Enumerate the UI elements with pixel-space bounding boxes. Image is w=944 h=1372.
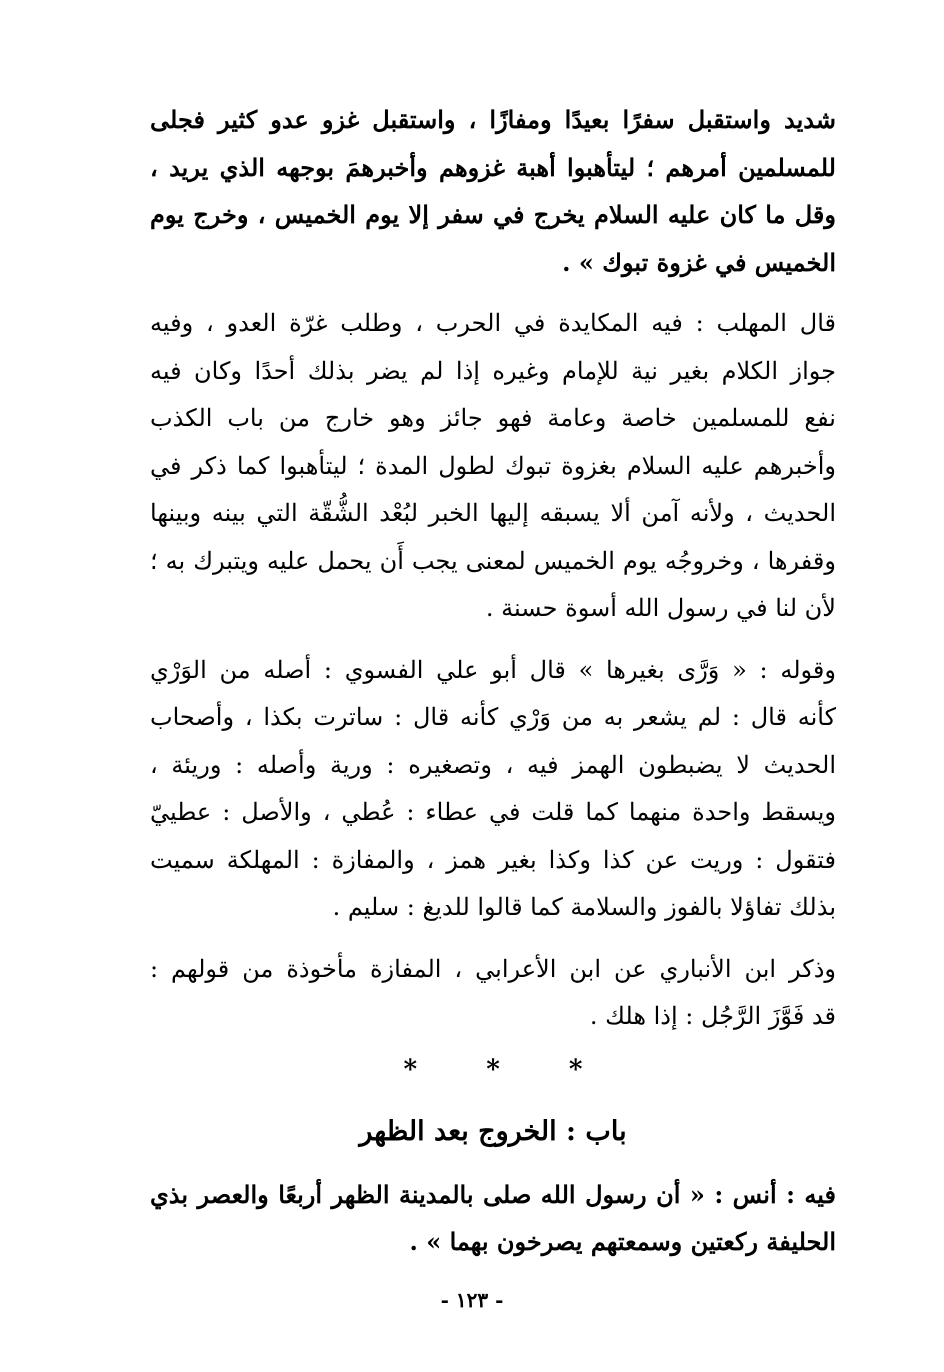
text-line: وأخبرهم عليه السلام بغزوة تبوك لطول المدة ؛ ليتأهبوا كما ذكر في: [150, 451, 836, 480]
text-line: وقوله : « وَرَّى بغيرها » قال أبو علي الفسوي : أصله من الوَرْي: [150, 655, 836, 684]
text-line: للمسلمين أمرهم ؛ ليتأهبوا أهبة غزوهم وأخبرهمَ بوجهه الذي يريد ،: [150, 152, 836, 182]
text-line: وذكر ابن الأنباري عن ابن الأعرابي ، المفازة مأخوذة من قولهم :: [150, 954, 836, 983]
text-line: كأنه قال : لم يشعر به من وَرْي كأنه قال : ساترت بكذا ، وأصحاب: [150, 703, 836, 731]
separator-star: *: [486, 1054, 500, 1085]
section-separator: [150, 1055, 836, 1095]
text-line: قد فَوَّزَ الرَّجُل : إذا هلك .: [589, 1002, 836, 1030]
text-line: بذلك تفاؤلا بالفوز والسلامة كما قالوا للديغ : سليم .: [332, 893, 836, 921]
page-body: [150, 96, 836, 1266]
commentary-muhallab: [150, 300, 836, 633]
text-line: الحديث ، ولأنه آمن ألا يسبقه إليها الخبر لبُعْد الشُّقّة التي بينه وبينها: [150, 499, 836, 527]
text-line: الحليفة ركعتين وسمعتهم يصرخون بهما » .: [409, 1227, 836, 1256]
separator-star: *: [568, 1054, 583, 1085]
separator-star: *: [403, 1054, 418, 1085]
text-line: فتقول : وريت عن كذا وكذا بغير همز ، والمفازة : المهلكة سميت: [150, 845, 836, 874]
commentary-anbari: [150, 946, 836, 1041]
hadith-text-continuation: [150, 96, 836, 286]
chapter-heading: باب : الخروج بعد الظهر: [359, 1115, 627, 1147]
text-line: الخميس في غزوة تبوك » .: [562, 247, 836, 277]
text-line: وقل ما كان عليه السلام يخرج في سفر إلا يوم الخميس ، وخرج يوم: [150, 200, 836, 229]
text-line: شديد واستقبل سفرًا بعيدًا ومفازًا ، واستقبل غزو عدو كثير فجلى: [150, 105, 836, 134]
text-line: وقفرها ، وخروجُه يوم الخميس لمعنى يجب أَن يحمل عليه ويتبرك به ؛: [150, 546, 836, 575]
text-line: نفع للمسلمين خاصة وعامة فهو جائز وهو خارج من باب الكذب: [150, 404, 836, 432]
text-line: ويسقط واحدة منهما كما قلت في عطاء : عُطي ، والأصل : عطييّ: [150, 798, 836, 826]
text-line: جواز الكلام بغير نية للإمام وغيره إذا لم يضر بذلك أحدًا وكان فيه: [150, 356, 836, 385]
hadith-anas: [150, 1171, 836, 1266]
page-number: - ١٢٣ -: [440, 1288, 504, 1312]
text-line: الحديث لا يضبطون الهمز فيه ، وتصغيره : ورية وأصله : وريئة ،: [150, 750, 836, 779]
text-line: لأن لنا في رسول الله أسوة حسنة .: [485, 594, 836, 622]
text-line: فيه : أنس : « أن رسول الله صلى بالمدينة الظهر أربعًا والعصر بذي: [150, 1179, 836, 1209]
commentary-fasawi: [150, 647, 836, 932]
text-line: قال المهلب : فيه المكايدة في الحرب ، وطلب غرّة العدو ، وفيه: [150, 309, 836, 337]
